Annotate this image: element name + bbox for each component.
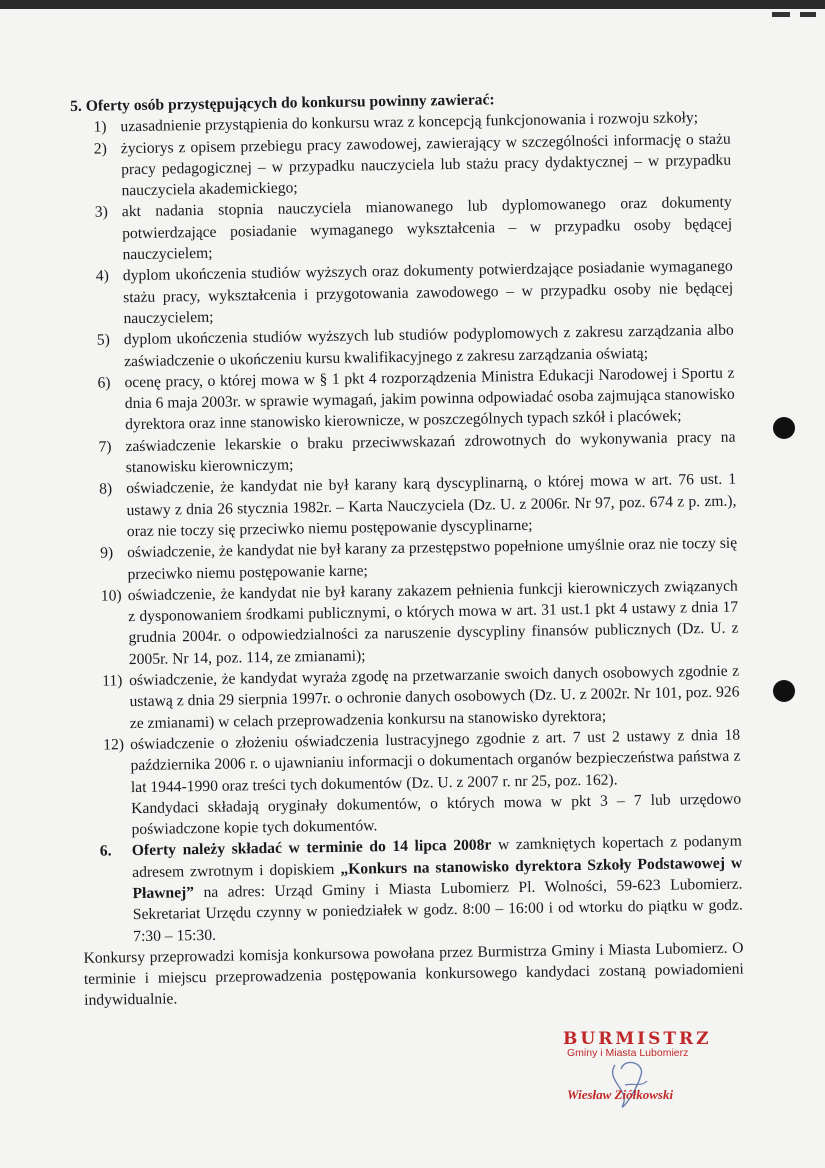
list-item-number: 11) (102, 672, 123, 690)
list-item (73, 256, 734, 330)
list-item-text: oświadczenie, że kandydat nie był karany karą dyscyplinarną, o której mowa w art. 76 ust. 1 ustawy z dnia 26 stycznia 1982r. – Karta Nauczyciela (Dz. U. z 2006r. Nr 97, poz. 674 z p. zm.), oraz nie toczy się przeciwko niemu postępowanie dyscyplinarne; (126, 470, 737, 541)
list-item-text: oświadczenie o złożeniu oświadczenia lustracyjnego zgodnie z art. 7 ust 2 ustawy z dnia 18 października 2006 r. o ujawnianiu informacji o dokumentach organów bezpieczeństwa państwa z lat 1944-1990 oraz treści tych dokumentów (Dz. U. z 2007 r. nr 25, poz. 162). (130, 726, 741, 796)
list-item-text: akt nadania stopnia nauczyciela mianowanego lub dyplomowanego oraz dokumenty potwierdzające posiadanie wymaganego wykształcenia – w przypadku osoby będącej nauczycielem; (121, 194, 733, 264)
list-item-number: 3) (94, 203, 108, 222)
list-item-number: 5) (96, 331, 110, 349)
list-item-number: 1) (93, 118, 107, 136)
signature-block (555, 1025, 715, 1115)
list-item-number: 9) (100, 544, 114, 562)
section-6-paragraph (82, 831, 744, 948)
list-item (72, 192, 733, 266)
list-item (71, 128, 732, 202)
section-6-lead: Oferty należy składać (131, 840, 283, 860)
punch-hole (773, 680, 795, 702)
list-item-number: 12) (103, 736, 125, 754)
section-5-heading: 5. Oferty osób przystępujących do konkursu powinny zawierać: (70, 91, 495, 115)
list-item-text: oświadczenie, że kandydat wyraża zgodę na przetwarzanie swoich danych osobowych zgodnie z ustawą z dnia 29 sierpnia 1997r. o ochronie danych osobowych (Dz. U. z 2002r. Nr 101, poz. 926 ze zmianami) w celach przeprowadzenia konkursu na stanowisko dyrektora; (129, 662, 740, 732)
list-item-text: ocenę pracy, o której mowa w § 1 pkt 4 rozporządzenia Ministra Edukacji Narodowej i Sportu z dnia 6 maja 2003r. w sprawie wymagań, jakim powinna odpowiadać osoba zajmująca stanowisko dyrektora oraz inne stanowisko kierownicze, w poszczególnych typach szkół i placówek; (124, 364, 735, 434)
stamp-subtitle: Gminy i Miasta Lubomierz (567, 1047, 689, 1059)
closing-paragraph: Konkursy przeprowadzi komisja konkursowa powołana przez Burmistrza Gminy i Miasta Lubomierz. O terminie i miejscu przeprowadzenia postępowania konkursowego kandydaci zostaną powiadomieni indywidualnie. (83, 939, 744, 1010)
section-5-note: Kandydaci składają oryginały dokumentów, o których mowa w pkt 3 – 7 lub urzędowo poświadczone kopie tych dokumentów. (131, 790, 742, 839)
list-item-number: 8) (99, 480, 113, 498)
scan-mark (800, 12, 816, 17)
list-item-text: dyplom ukończenia studiów wyższych oraz dokumenty potwierdzające posiadanie wymaganego stażu pracy, wykształcenia i przygotowania zawodowego – w przypadku osoby nie będącej nauczycielem; (122, 257, 734, 328)
list-item-text: zaświadczenie lekarskie o braku przeciwwskazań zdrowotnych do wykonywania pracy na stanowisku kierowniczym; (125, 428, 736, 477)
requirements-list (70, 107, 741, 799)
list-item-text: życiorys z opisem przebiegu pracy zawodowej, zawierający w szczególności informację o stażu pracy pedagogicznej – w przypadku nauczyciela lub stażu pracy dydaktycznej – w przypadku nauczyciela akademickiego; (120, 130, 732, 200)
list-item (79, 661, 740, 735)
punch-hole (773, 417, 795, 439)
list-item (78, 575, 739, 671)
deadline-text: w terminie do 14 lipca 2008r (288, 836, 492, 858)
list-item (74, 362, 735, 436)
signatory-name: Wiesław Ziółkowski (567, 1087, 674, 1102)
list-item-number: 6) (97, 374, 111, 392)
section-6-text: w zamkniętych kopertach z podanym adresem zwrotnym i dopiskiem (132, 832, 742, 881)
list-item-text: uzasadnienie przystąpienia do konkursu wraz z koncepcją funkcjonowania i rozwoju szkoły; (120, 109, 699, 136)
document-page (70, 86, 744, 1012)
list-item-number: 2) (93, 140, 107, 158)
list-item-text: oświadczenie, że kandydat nie był karany zakazem pełnienia funkcji kierowniczych związanych z dysponowaniem środkami publicznymi, o których mowa w art. 31 ust.1 pkt 4 ustawy z dnia 17 grudnia 2004r. o odpowiedzialności za naruszenie dyscypliny finansów publicznych (Dz. U. z 2005r. Nr 14, poz. 114, ze zmianami); (127, 577, 739, 668)
list-item (80, 724, 741, 798)
list-item-number: 10) (100, 587, 122, 605)
address-hours-text: na adres: Urząd Gminy i Miasta Lubomierz Pl. Wolności, 59-623 Lubomierz. Sekretariat Urzędu czynny w poniedziałek w godz. 8:00 – 16:00 i od wtorku do piątku w godz. 7:30 – 15:30. (132, 875, 743, 945)
list-item-text: dyplom ukończenia studiów wyższych lub studiów podyplomowych z zakresu zarządzania albo zaświadczenie o ukończeniu kursu kwalifikacyjnego z zakresu zarządzania oświatą; (123, 321, 734, 370)
scan-top-edge (0, 0, 825, 9)
scan-mark (772, 12, 790, 17)
list-item-number: 4) (95, 267, 109, 285)
stamp-title: BURMISTRZ (563, 1029, 712, 1049)
list-item-text: oświadczenie, że kandydat nie był karany za przestępstwo popełnione umyślnie oraz nie toczy się przeciwko niemu postępowanie karne; (127, 534, 738, 583)
list-item-number: 7) (98, 438, 112, 456)
list-item (76, 469, 737, 543)
envelope-label-text: „Konkurs na stanowisko dyrektora Szkoły Podstawowej w Pławnej” (132, 854, 743, 903)
section-6-number: 6. (99, 842, 112, 861)
